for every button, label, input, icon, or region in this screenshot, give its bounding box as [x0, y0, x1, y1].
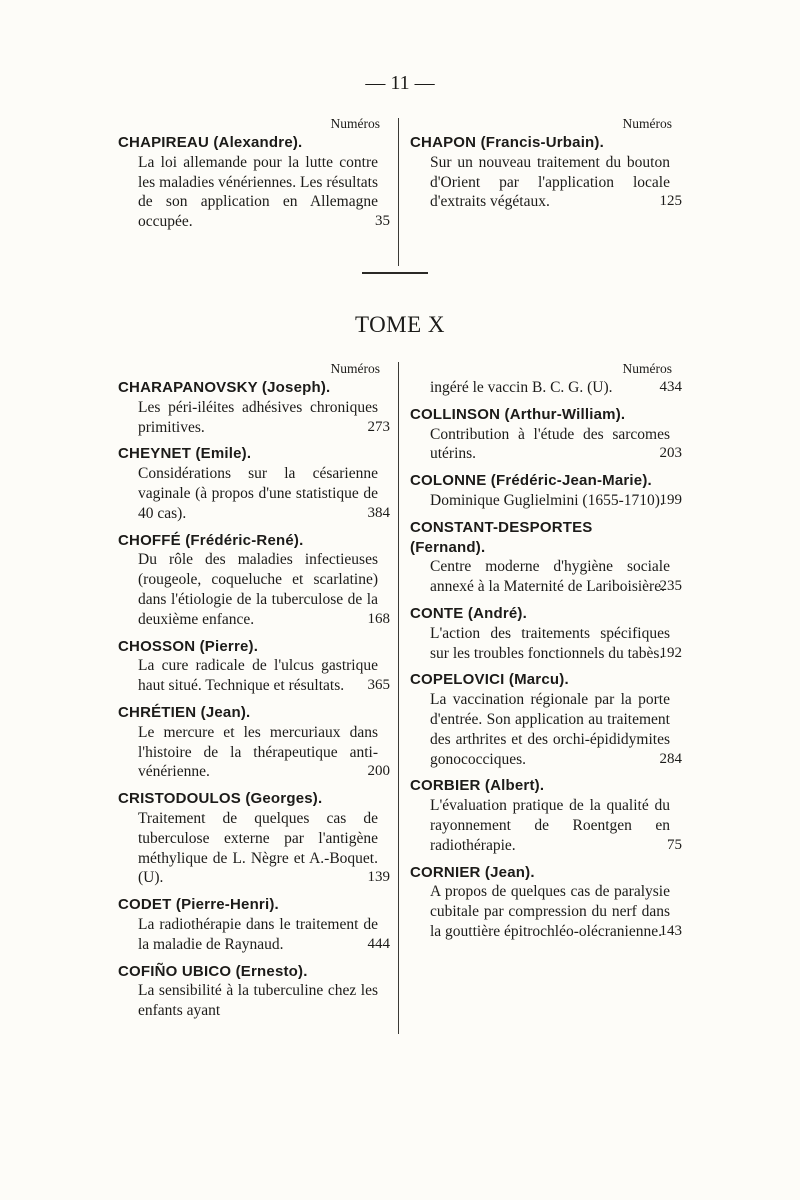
entry-author: CRISTODOULOS (Georges).: [118, 790, 323, 808]
entry-number: 143: [659, 922, 682, 939]
entry-text: Du rôle des maladies infectieuses (rougeole, coqueluche et scarlatine) dans l'étiologie de la tuberculose de la deuxième enfance.: [138, 551, 378, 628]
entry-number: 203: [659, 445, 682, 462]
entry-author: COPELOVICI (Marcu).: [410, 671, 569, 689]
index-entry: [410, 133, 682, 212]
entry-author: CHARAPANOVSKY (Joseph).: [118, 379, 331, 396]
index-entry: [118, 378, 390, 437]
entry-text: A propos de quelques cas de paralysie cubitale par compression du nerf dans la gouttière épitrochléo-olécranienne.: [430, 883, 670, 940]
top-left-column: [118, 115, 390, 239]
entry-number: 168: [367, 610, 390, 627]
entry-author: CONTE (André).: [410, 604, 527, 622]
entry-number: 444: [367, 935, 390, 952]
top-right-column: [410, 115, 682, 219]
continued-entry: [410, 378, 682, 398]
index-entry: [410, 604, 682, 663]
entry-number: 199: [659, 491, 682, 508]
entry-number: 365: [367, 677, 390, 694]
entry-text: La cure radicale de l'ulcus gastrique haut situé. Technique et résultats.: [138, 657, 378, 695]
index-entry: [118, 444, 390, 523]
index-entry: [118, 637, 390, 696]
entry-author: CODET (Pierre-Henri).: [118, 896, 279, 914]
entry-text: Contribution à l'étude des sarcomes utérins.: [430, 425, 670, 463]
entry-number: 35: [375, 213, 390, 230]
index-entry: [118, 703, 390, 782]
index-entry: [410, 405, 682, 464]
entry-number: 75: [667, 836, 682, 853]
numeros-header: Numéros: [330, 116, 380, 131]
entry-author: COLONNE (Frédéric-Jean-Marie).: [410, 472, 652, 490]
numeros-header: Numéros: [622, 116, 672, 131]
entry-author: CHAPON (Francis-Urbain).: [410, 134, 604, 151]
entry-text: ingéré le vaccin B. C. G. (U).: [430, 379, 613, 396]
index-entry: [118, 895, 390, 954]
entry-text: Sur un nouveau traitement du bouton d'Orient par l'application locale d'extraits végétaux.: [430, 153, 670, 211]
page-number: — 11 —: [365, 72, 435, 94]
entry-text: La vaccination régionale par la porte d'entrée. Son application au traitement des arthrites et des orchi-épididymites gonococciques.: [430, 691, 670, 768]
numeros-header: Numéros: [330, 361, 380, 376]
entry-number: 235: [659, 578, 682, 595]
entry-number: 384: [367, 504, 390, 521]
entry-author: CORBIER (Albert).: [410, 777, 545, 795]
entry-author: CHRÉTIEN (Jean).: [118, 703, 251, 721]
entry-author: COFIÑO UBICO (Ernesto).: [118, 962, 308, 980]
column-divider-main: [398, 362, 399, 1034]
entry-text: La sensibilité à la tuberculine chez les enfants ayant: [138, 982, 378, 1020]
section-rule: [362, 272, 428, 274]
index-entry: [410, 863, 682, 942]
entry-text: Considérations sur la césarienne vaginale (à propos d'une statistique de 40 cas).: [138, 465, 378, 522]
entry-author: COLLINSON (Arthur-William).: [410, 405, 626, 423]
index-entry: [410, 471, 682, 511]
entry-number: 125: [659, 193, 682, 210]
numeros-header: Numéros: [622, 361, 672, 376]
entry-text: Les péri-iléites adhésives chroniques primitives.: [138, 398, 378, 436]
index-entry: [410, 670, 682, 769]
entry-text: Dominique Guglielmini (1655-1710).: [430, 491, 664, 509]
index-entry: [410, 776, 682, 855]
tome-heading: TOME X: [354, 312, 446, 337]
main-right-column: [410, 360, 682, 949]
index-entry: [118, 531, 390, 630]
entry-text: L'action des traitements spécifiques sur les troubles fonctionnels du tabès.: [430, 624, 670, 662]
main-left-column: [118, 360, 390, 1028]
index-entry: [118, 133, 390, 232]
entry-author: CONSTANT-DESPORTES (Fernand).: [410, 518, 593, 556]
entry-number: 139: [367, 869, 390, 886]
entry-author: CHEYNET (Emile).: [118, 445, 252, 463]
entry-text: La radiothérapie dans le traitement de la maladie de Raynaud.: [138, 915, 378, 953]
entry-text: Le mercure et les mercuriaux dans l'histoire de la thérapeutique anti-vénérienne.: [138, 723, 378, 781]
entry-text: La loi allemande pour la lutte contre les maladies vénériennes. Les résultats de son application en Allemagne occupée.: [138, 153, 378, 231]
entry-author: CHOSSON (Pierre).: [118, 637, 259, 655]
index-entry: [118, 962, 380, 1021]
entry-number: 284: [659, 750, 682, 767]
entry-text: Traitement de quelques cas de tuberculose externe par l'antigène méthylique de L. Nègre et A.-Boquet. (U).: [138, 809, 378, 887]
index-entry: [118, 789, 390, 888]
entry-number: 273: [367, 418, 390, 435]
entry-author: CORNIER (Jean).: [410, 863, 535, 881]
entry-author: CHAPIREAU (Alexandre).: [118, 134, 303, 151]
entry-author: CHOFFÉ (Frédéric-René).: [118, 531, 304, 549]
index-entry: [410, 518, 682, 597]
column-divider-top: [398, 118, 399, 266]
entry-text: L'évaluation pratique de la qualité du rayonnement de Roentgen en radiothérapie.: [430, 797, 670, 854]
entry-number: 434: [659, 379, 682, 395]
entry-number: 192: [659, 644, 682, 661]
entry-number: 200: [367, 763, 390, 780]
entry-text: Centre moderne d'hygiène sociale annexé à la Maternité de Lariboisière.: [430, 558, 670, 596]
